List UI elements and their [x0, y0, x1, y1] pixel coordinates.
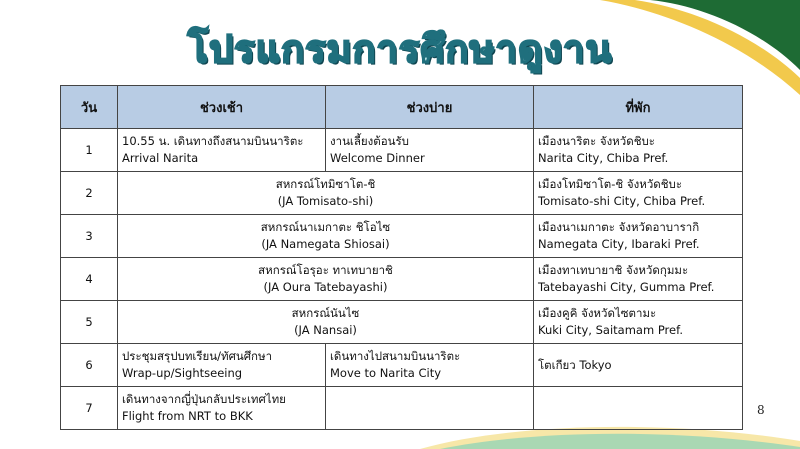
lodging-cell	[534, 215, 743, 258]
morning-cell	[118, 344, 326, 387]
day-cell: 7	[61, 387, 118, 430]
cell-line: (JA Tomisato-shi)	[277, 194, 374, 208]
cell-line: เมืองคูคิ จังหวัดไซตามะ	[538, 306, 657, 320]
cell-line: Wrap-up/Sightseeing	[122, 366, 243, 380]
cell-line: Flight from NRT to BKK	[122, 409, 253, 423]
cell-line: สหกรณ์นันไซ	[291, 306, 360, 320]
day-cell: 6	[61, 344, 118, 387]
table-row	[61, 258, 743, 301]
lodging-cell	[534, 387, 743, 430]
day-cell: 3	[61, 215, 118, 258]
header-lodging: ที่พัก	[534, 86, 743, 129]
cell-line: Narita City, Chiba Pref.	[538, 151, 669, 165]
merged-activity-cell	[118, 172, 534, 215]
afternoon-cell	[326, 129, 534, 172]
day-cell: 1	[61, 129, 118, 172]
header-day: วัน	[61, 86, 118, 129]
lodging-cell	[534, 129, 743, 172]
lodging-cell	[534, 172, 743, 215]
cell-line: เดินทางไปสนามบินนาริตะ	[330, 349, 461, 363]
cell-line: ประชุมสรุปบทเรียน/ทัศนศึกษา	[122, 349, 273, 363]
cell-line: เดินทางจากญี่ปุ่นกลับประเทศไทย	[122, 392, 286, 406]
cell-line: สหกรณ์โทมิซาโต-ชิ	[275, 177, 376, 191]
cell-line: (JA Namegata Shiosai)	[261, 237, 390, 251]
morning-cell	[118, 129, 326, 172]
table-row	[61, 301, 743, 344]
header-afternoon: ช่วงบ่าย	[326, 86, 534, 129]
morning-cell	[118, 387, 326, 430]
lodging-cell	[534, 258, 743, 301]
table-row	[61, 344, 743, 387]
cell-line: สหกรณ์โอรุอะ ทาเทบายาชิ	[258, 263, 393, 277]
cell-line: Namegata City, Ibaraki Pref.	[538, 237, 700, 251]
afternoon-cell	[326, 344, 534, 387]
cell-line: Welcome Dinner	[330, 151, 425, 165]
cell-line: Kuki City, Saitamam Pref.	[538, 323, 683, 337]
merged-activity-cell	[118, 301, 534, 344]
cell-line: Arrival Narita	[122, 151, 199, 165]
merged-activity-cell	[118, 258, 534, 301]
cell-line: 10.55 น. เดินทางถึงสนามบินนาริตะ	[122, 134, 304, 148]
table-row	[61, 172, 743, 215]
cell-line: เมืองนาเมกาตะ จังหวัดอาบารากิ	[538, 220, 700, 234]
cell-line: เมืองทาเทบายาชิ จังหวัดกุมมะ	[538, 263, 689, 277]
cell-line: Move to Narita City	[330, 366, 442, 380]
merged-activity-cell	[118, 215, 534, 258]
table-row	[61, 215, 743, 258]
afternoon-cell	[326, 387, 534, 430]
page-number: 8	[757, 403, 765, 417]
lodging-cell	[534, 344, 743, 387]
cell-line: เมืองโทมิซาโต-ชิ จังหวัดชิบะ	[538, 177, 683, 191]
table-header-row	[61, 86, 743, 129]
table-row	[61, 387, 743, 430]
header-morning: ช่วงเช้า	[118, 86, 326, 129]
cell-line: Tomisato-shi City, Chiba Pref.	[538, 194, 706, 208]
day-cell: 4	[61, 258, 118, 301]
lodging-cell	[534, 301, 743, 344]
cell-line: Tatebayashi City, Gumma Pref.	[538, 280, 715, 294]
cell-line: โตเกียว Tokyo	[538, 357, 612, 372]
cell-line: (JA Nansai)	[294, 323, 357, 337]
table-row	[61, 129, 743, 172]
cell-line: สหกรณ์นาเมกาตะ ชิโอไซ	[260, 220, 391, 234]
cell-line: งานเลี้ยงต้อนรับ	[330, 134, 409, 148]
cell-line: (JA Oura Tatebayashi)	[263, 280, 388, 294]
day-cell: 5	[61, 301, 118, 344]
schedule-table	[60, 85, 743, 430]
cell-line: เมืองนาริตะ จังหวัดชิบะ	[538, 134, 655, 148]
page-title: โปรแกรมการศึกษาดูงาน	[187, 27, 613, 71]
day-cell: 2	[61, 172, 118, 215]
